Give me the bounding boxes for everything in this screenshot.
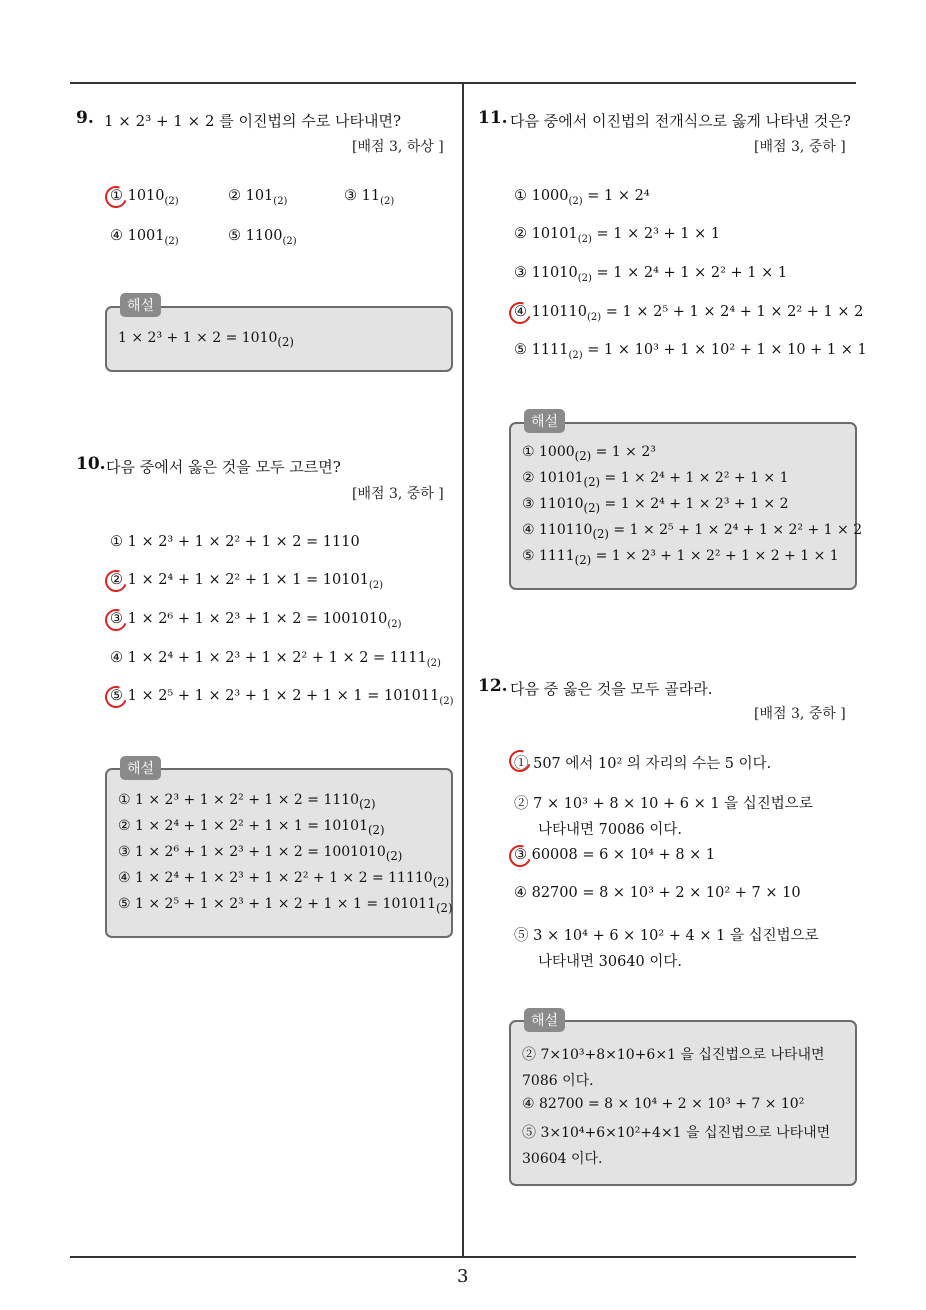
q9-option-3[interactable]: ③ $11_{(2)}$ <box>344 188 395 207</box>
q11-option-5[interactable]: ⑤ $1111_{(2)} = 1 \times 10^3 + 1 \times 10^2 + 1 \times 10 + 1 \times 1$ <box>514 342 867 361</box>
q12-option-1[interactable]: ① 507 에서 10² 의 자리의 수는 5 이다. <box>514 756 772 772</box>
q10-option-4[interactable]: ④ $1 \times 2^4 + 1 \times 2^3 + 1 \times 2^2 + 1 \times 2 = 1111_{(2)}$ <box>110 650 441 669</box>
q10-solution-tag: 해설 <box>120 756 161 780</box>
q9-mark-option-1 <box>101 182 130 211</box>
q9-option-4[interactable]: ④ $1001_{(2)}$ <box>110 228 179 247</box>
q12-solution-line-3: ④ 82700 = 8 × 10⁴ + 2 × 10³ + 7 × 10² <box>522 1096 805 1112</box>
q10-solution-line-2: ② $1 \times 2^4 + 1 \times 2^2 + 1 \times 1 = 10101_{(2)}$ <box>118 818 385 837</box>
q11-solution-line-2: ② $10101_{(2)} = 1 \times 2^4 + 1 \times 2^2 + 1 \times 1$ <box>522 470 789 489</box>
q12-score-meta: [배점 3, 중하 ] <box>754 706 846 722</box>
q10-number: 10. <box>76 454 106 474</box>
q11-option-3[interactable]: ③ $11010_{(2)} = 1 \times 2^4 + 1 \times 2^2 + 1 \times 1$ <box>514 265 788 284</box>
q9-option-1[interactable]: ① $1010_{(2)}$ <box>110 188 179 207</box>
q10-solution-line-4: ④ $1 \times 2^4 + 1 \times 2^3 + 1 \times 2^2 + 1 \times 2 = 11110_{(2)}$ <box>118 870 450 889</box>
q10-mark-option-5 <box>101 682 130 711</box>
q12-solution-line-4: ⑤ 3×10⁴+6×10²+4×1 을 십진법으로 나타내면 <box>522 1125 831 1141</box>
q9-question: 1 × 2³ + 1 × 2 를 이진법의 수로 나타내면? <box>104 112 402 130</box>
q10-solution-line-5: ⑤ $1 \times 2^5 + 1 \times 2^3 + 1 \times 2 + 1 \times 1 = 101011_{(2)}$ <box>118 896 453 915</box>
q9-solution-tag: 해설 <box>120 293 161 317</box>
q11-question: 다음 중에서 이진법의 전개식으로 옳게 나타낸 것은? <box>510 112 851 130</box>
q10-mark-option-3 <box>101 605 130 634</box>
q9-number: 9. <box>76 108 94 128</box>
q12-number: 12. <box>478 676 508 696</box>
q11-score-meta: [배점 3, 중하 ] <box>754 139 846 155</box>
q9-option-2[interactable]: ② $101_{(2)}$ <box>228 188 288 207</box>
q11-number: 11. <box>478 108 508 128</box>
q9-score-meta: [배점 3, 하상 ] <box>352 139 444 155</box>
q10-solution-line-3: ③ $1 \times 2^6 + 1 \times 2^3 + 1 \times 2 = 1001010_{(2)}$ <box>118 844 403 863</box>
q11-solution-line-4: ④ $110110_{(2)} = 1 \times 2^5 + 1 \times 2^4 + 1 \times 2^2 + 1 \times 2$ <box>522 522 863 541</box>
q11-solution-line-3: ③ $11010_{(2)} = 1 \times 2^4 + 1 \times 2^3 + 1 \times 2$ <box>522 496 789 515</box>
q12-option-5[interactable]: ⑤ 3 × 10⁴ + 6 × 10² + 4 × 1 을 십진법으로 <box>514 928 819 944</box>
q11-solution-line-5: ⑤ $1111_{(2)} = 1 \times 2^3 + 1 \times 2^2 + 1 \times 2 + 1 \times 1$ <box>522 548 839 567</box>
q10-option-1[interactable]: ① 1 × 2³ + 1 × 2² + 1 × 2 = 1110 <box>110 534 360 550</box>
q11-option-2[interactable]: ② $10101_{(2)} = 1 \times 2^3 + 1 \times 1$ <box>514 226 721 245</box>
q12-solution-line-5: 30604 이다. <box>522 1151 603 1167</box>
q12-option-4[interactable]: ④ 82700 = 8 × 10³ + 2 × 10² + 7 × 10 <box>514 885 801 901</box>
q12-option-2-cont[interactable]: 나타내면 70086 이다. <box>538 822 682 838</box>
q10-mark-option-2 <box>101 566 130 595</box>
q10-solution-line-1: ① $1 \times 2^3 + 1 \times 2^2 + 1 \times 2 = 1110_{(2)}$ <box>118 792 376 811</box>
q12-mark-option-3 <box>505 841 534 870</box>
q9-solution-line-1: $1 \times 2^3 + 1 \times 2 = 1010_{(2)}$ <box>118 330 294 349</box>
q10-question: 다음 중에서 옳은 것을 모두 고르면? <box>106 458 341 476</box>
q12-solution-line-1: ② 7×10³+8×10+6×1 을 십진법으로 나타내면 <box>522 1047 825 1063</box>
q11-mark-option-4 <box>505 298 534 327</box>
q12-solution-tag: 해설 <box>524 1008 565 1032</box>
bottom-rule <box>70 1256 856 1258</box>
q10-option-5[interactable]: ⑤ $1 \times 2^5 + 1 \times 2^3 + 1 \times 2 + 1 \times 1 = 101011_{(2)}$ <box>110 688 454 707</box>
q12-option-5-cont[interactable]: 나타내면 30640 이다. <box>538 954 682 970</box>
q12-option-2[interactable]: ② 7 × 10³ + 8 × 10 + 6 × 1 을 십진법으로 <box>514 796 813 812</box>
q12-question: 다음 중 옳은 것을 모두 골라라. <box>510 680 713 698</box>
q12-solution-line-2: 7086 이다. <box>522 1073 594 1089</box>
column-divider <box>462 83 464 1258</box>
q9-option-5[interactable]: ⑤ $1100_{(2)}$ <box>228 228 297 247</box>
q10-option-3[interactable]: ③ $1 \times 2^6 + 1 \times 2^3 + 1 \times 2 = 1001010_{(2)}$ <box>110 611 402 630</box>
q11-option-4[interactable]: ④ $110110_{(2)} = 1 \times 2^5 + 1 \times 2^4 + 1 \times 2^2 + 1 \times 2$ <box>514 304 864 323</box>
q11-solution-line-1: ① $1000_{(2)} = 1 \times 2^3$ <box>522 444 656 463</box>
q10-score-meta: [배점 3, 중하 ] <box>352 486 444 502</box>
q10-option-2[interactable]: ② $1 \times 2^4 + 1 \times 2^2 + 1 \times 1 = 10101_{(2)}$ <box>110 572 384 591</box>
q12-option-3[interactable]: ③ 60008 = 6 × 10⁴ + 8 × 1 <box>514 847 716 863</box>
q11-solution-tag: 해설 <box>524 409 565 433</box>
q11-option-1[interactable]: ① $1000_{(2)} = 1 \times 2^4$ <box>514 188 650 207</box>
page-number: 3 <box>457 1266 469 1287</box>
